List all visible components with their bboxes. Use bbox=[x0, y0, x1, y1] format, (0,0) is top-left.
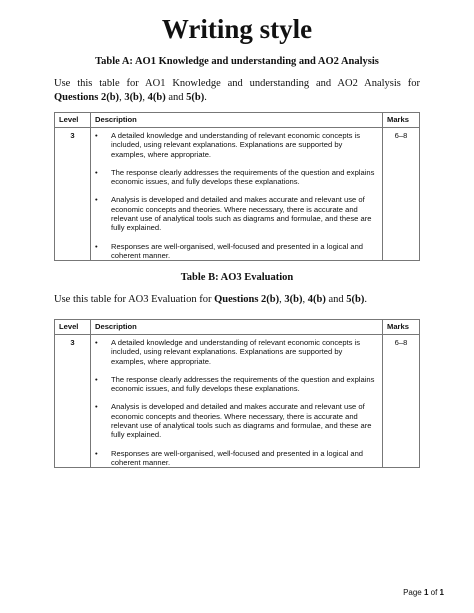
table-b-caption: Table B: AO3 Evaluation bbox=[180, 272, 294, 283]
intro-question: 3(b) bbox=[284, 294, 303, 305]
level-value: 3 bbox=[55, 128, 91, 261]
bullet-icon: • bbox=[95, 241, 98, 251]
intro-separator: , bbox=[279, 294, 285, 305]
table-b bbox=[54, 319, 420, 468]
bullet-icon: • bbox=[95, 195, 98, 205]
level-value: 3 bbox=[55, 335, 91, 468]
descriptor-item bbox=[95, 338, 378, 366]
intro-question: 4(b) bbox=[147, 92, 166, 103]
intro-separator: , bbox=[142, 92, 148, 103]
descriptor-item bbox=[95, 168, 378, 187]
intro-question: 4(b) bbox=[307, 294, 326, 305]
description-cell bbox=[91, 335, 383, 468]
intro-separator: , bbox=[302, 294, 308, 305]
intro-end: . bbox=[204, 92, 207, 103]
bullet-icon: • bbox=[95, 448, 98, 458]
descriptor-text: The response clearly addresses the requirements of the question and explains economic issues, and fully develops these explanations. bbox=[111, 167, 375, 187]
page-current: 1 bbox=[423, 588, 429, 597]
intro-question: 5(b) bbox=[346, 294, 365, 305]
descriptor-item bbox=[95, 375, 378, 394]
descriptor-text: The response clearly addresses the requirements of the question and explains economic issues, and fully develops these explanations. bbox=[111, 374, 375, 394]
marks-value: 6–8 bbox=[383, 335, 420, 468]
table-header-row bbox=[55, 320, 420, 335]
page-title: Writing style bbox=[161, 14, 313, 44]
bullet-icon: • bbox=[95, 167, 98, 177]
intro-text: Use this table for AO3 Evaluation for bbox=[54, 294, 215, 305]
descriptor-item bbox=[95, 449, 378, 468]
table-header-row bbox=[55, 113, 420, 128]
header-description: Description bbox=[91, 320, 383, 335]
intro-question: 5(b) bbox=[186, 92, 205, 103]
marks-value: 6–8 bbox=[383, 128, 420, 261]
bullet-icon: • bbox=[95, 374, 98, 384]
descriptor-text: A detailed knowledge and understanding of relevant economic concepts is included, using relevant explanations. Explanations are supported by examples, where appropriate. bbox=[111, 131, 361, 159]
table-a-caption: Table A: AO1 Knowledge and understanding and AO2 Analysis bbox=[95, 56, 379, 67]
descriptor-item bbox=[95, 402, 378, 439]
intro-text: Use this table for AO1 Knowledge and understanding and AO2 Analysis for bbox=[54, 78, 420, 89]
descriptor-item bbox=[95, 195, 378, 232]
bullet-icon: • bbox=[95, 402, 98, 412]
header-level: Level bbox=[55, 320, 91, 335]
table-a-intro bbox=[54, 77, 420, 105]
header-marks: Marks bbox=[383, 113, 420, 128]
header-description: Description bbox=[91, 113, 383, 128]
table-row bbox=[55, 335, 420, 468]
descriptor-text: Responses are well-organised, well-focused and presented in a logical and coherent manner. bbox=[111, 448, 364, 467]
header-marks: Marks bbox=[383, 320, 420, 335]
bullet-icon: • bbox=[95, 131, 98, 140]
descriptor-text: Responses are well-organised, well-focused and presented in a logical and coherent manner. bbox=[111, 241, 364, 260]
intro-and: and bbox=[165, 92, 187, 103]
descriptor-text: Analysis is developed and detailed and makes accurate and relevant use of economic concepts and theories. Where necessary, there is accurate and relevant use of analytical tools such as diagrams and formulae, and these are fully explained. bbox=[111, 195, 372, 233]
bullet-icon: • bbox=[95, 338, 98, 347]
intro-and: and bbox=[325, 294, 347, 305]
page-total: 1 bbox=[439, 588, 444, 597]
descriptor-item bbox=[95, 131, 378, 159]
intro-separator: , bbox=[119, 92, 125, 103]
table-row bbox=[55, 128, 420, 261]
intro-question: Questions 2(b) bbox=[214, 294, 280, 305]
intro-end: . bbox=[364, 294, 367, 305]
table-a bbox=[54, 112, 420, 261]
intro-question: 3(b) bbox=[124, 92, 143, 103]
page-number bbox=[403, 588, 444, 597]
table-b-intro bbox=[54, 293, 420, 307]
descriptor-text: A detailed knowledge and understanding of relevant economic concepts is included, using relevant explanations. Explanations are supported by examples, where appropriate. bbox=[111, 338, 361, 366]
intro-question: Questions 2(b) bbox=[54, 92, 120, 103]
page-label: Page bbox=[403, 588, 424, 597]
description-cell bbox=[91, 128, 383, 261]
page-of: of bbox=[428, 588, 440, 597]
descriptor-text: Analysis is developed and detailed and makes accurate and relevant use of economic concepts and theories. Where necessary, there is accurate and relevant use of analytical tools such as diagrams and formulae, and these are fully explained. bbox=[111, 402, 372, 440]
descriptor-item bbox=[95, 242, 378, 261]
header-level: Level bbox=[55, 113, 91, 128]
